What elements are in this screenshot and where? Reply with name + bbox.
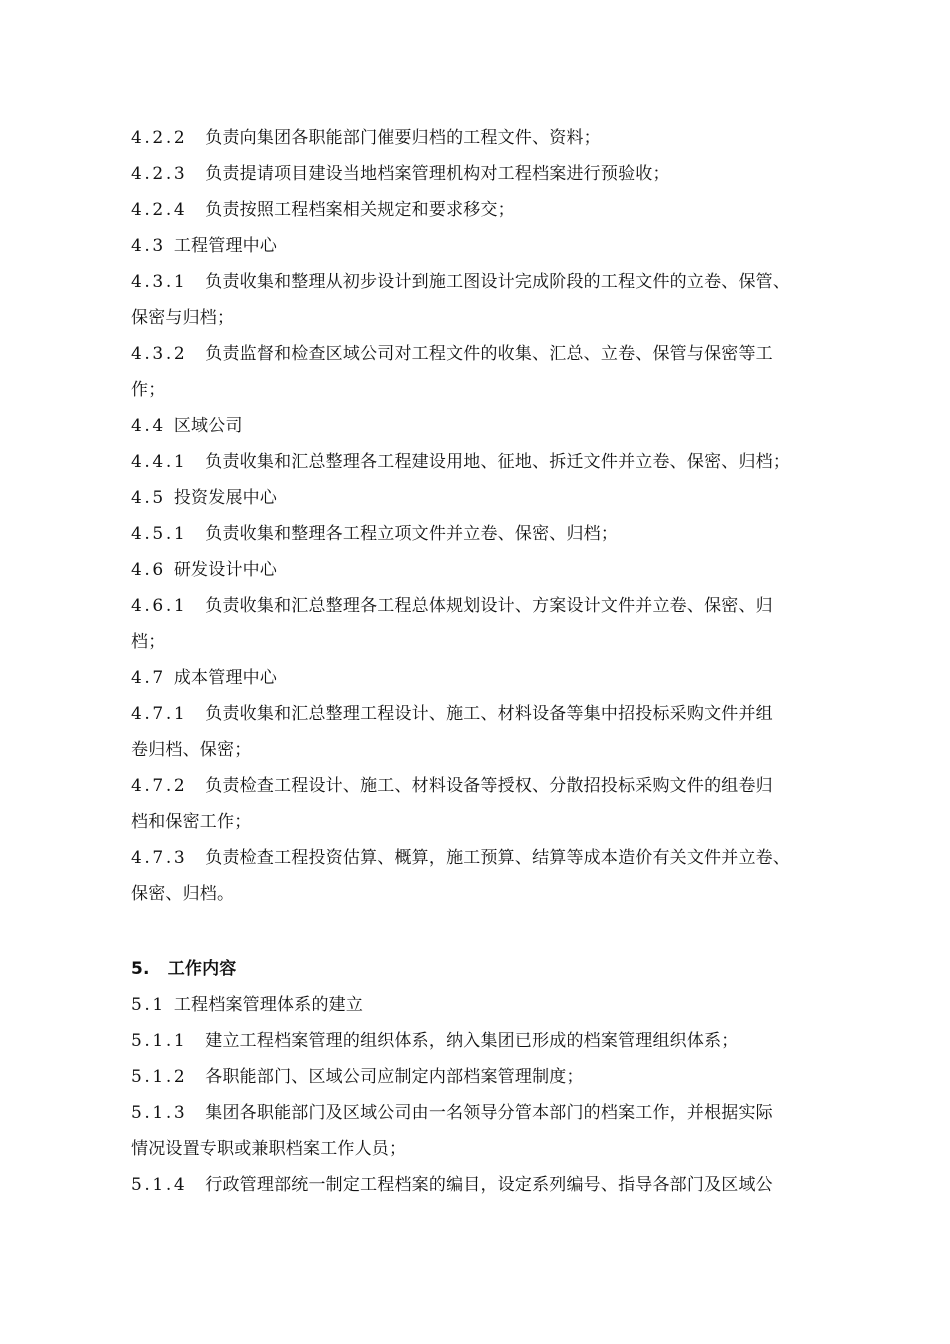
clause-5-1-3	[131, 1102, 871, 1124]
clause-number: 4.6.1	[131, 596, 188, 616]
heading-text: 研发设计中心	[173, 560, 278, 580]
clause-4-3-2	[131, 343, 871, 365]
clause-text: 负责收集和汇总整理各工程总体规划设计、方案设计文件并立卷、保密、归	[205, 596, 773, 616]
clause-number: 5.1.2	[131, 1067, 188, 1087]
clause-text: 作；	[131, 380, 166, 400]
clause-text: 情况设置专职或兼职档案工作人员；	[131, 1139, 407, 1159]
clause-text: 负责按照工程档案相关规定和要求移交；	[205, 200, 515, 220]
heading-text: 区域公司	[173, 416, 243, 436]
clause-text: 各职能部门、区域公司应制定内部档案管理制度；	[205, 1067, 584, 1087]
clause-number: 5.1	[131, 995, 166, 1015]
clause-number: 4.5	[131, 488, 166, 508]
clause-text: 负责向集团各职能部门催要归档的工程文件、资料；	[205, 128, 601, 148]
clause-number: 5.1.1	[131, 1031, 188, 1051]
clause-text: 负责收集和汇总整理工程设计、施工、材料设备等集中招投标采购文件并组	[205, 704, 773, 724]
clause-text: 负责收集和汇总整理各工程建设用地、征地、拆迁文件并立卷、保密、归档；	[205, 452, 791, 472]
heading-5-1	[131, 994, 871, 1016]
section-heading-5	[131, 958, 871, 980]
clause-number: 4.7.1	[131, 704, 188, 724]
clause-number: 4.6	[131, 560, 166, 580]
clause-4-7-1-cont	[131, 739, 871, 761]
clause-4-7-2-cont	[131, 811, 871, 833]
clause-4-3-2-cont	[131, 379, 871, 401]
clause-text: 负责提请项目建设当地档案管理机构对工程档案进行预验收；	[205, 164, 670, 184]
clause-number: 4.7.2	[131, 776, 188, 796]
clause-text: 卷归档、保密；	[131, 740, 252, 760]
clause-4-2-4	[131, 199, 871, 221]
clause-number: 4.4	[131, 416, 166, 436]
clause-text: 集团各职能部门及区域公司由一名领导分管本部门的档案工作，并根据实际	[205, 1103, 773, 1123]
clause-text: 负责检查工程投资估算、概算，施工预算、结算等成本造价有关文件并立卷、	[205, 848, 791, 868]
heading-4-6	[131, 559, 871, 581]
clause-text: 负责检查工程设计、施工、材料设备等授权、分散招投标采购文件的组卷归	[205, 776, 773, 796]
clause-4-7-3-cont	[131, 883, 871, 905]
clause-number: 5.1.4	[131, 1175, 188, 1195]
clause-4-2-2	[131, 127, 871, 149]
clause-number: 4.2.2	[131, 128, 188, 148]
clause-4-5-1	[131, 523, 871, 545]
clause-number: 4.5.1	[131, 524, 188, 544]
clause-text: 档；	[131, 632, 166, 652]
clause-4-3-1	[131, 271, 871, 293]
clause-text: 保密与归档；	[131, 308, 235, 328]
section-title: 工作内容	[167, 959, 237, 979]
clause-4-2-3	[131, 163, 871, 185]
clause-text: 建立工程档案管理的组织体系，纳入集团已形成的档案管理组织体系；	[205, 1031, 739, 1051]
clause-number: 4.4.1	[131, 452, 188, 472]
clause-number: 4.2.3	[131, 164, 188, 184]
heading-4-4	[131, 415, 871, 437]
clause-5-1-1	[131, 1030, 871, 1052]
clause-number: 5.1.3	[131, 1103, 188, 1123]
clause-4-7-3	[131, 847, 871, 869]
clause-number: 4.3.1	[131, 272, 188, 292]
clause-4-7-2	[131, 775, 871, 797]
clause-5-1-2	[131, 1066, 871, 1088]
clause-5-1-4	[131, 1174, 871, 1196]
heading-4-3	[131, 235, 871, 257]
heading-4-5	[131, 487, 871, 509]
clause-number: 4.2.4	[131, 200, 188, 220]
clause-4-7-1	[131, 703, 871, 725]
clause-text: 行政管理部统一制定工程档案的编目，设定系列编号、指导各部门及区域公	[205, 1175, 773, 1195]
clause-text: 负责监督和检查区域公司对工程文件的收集、汇总、立卷、保管与保密等工	[205, 344, 773, 364]
section-number: 5.	[131, 959, 150, 979]
heading-text: 工程管理中心	[173, 236, 278, 256]
clause-number: 4.3	[131, 236, 166, 256]
clause-number: 4.7	[131, 668, 166, 688]
clause-text: 保密、归档。	[131, 884, 235, 904]
clause-4-6-1	[131, 595, 871, 617]
clause-4-6-1-cont	[131, 631, 871, 653]
clause-text: 负责收集和整理各工程立项文件并立卷、保密、归档；	[205, 524, 619, 544]
clause-4-4-1	[131, 451, 871, 473]
heading-text: 投资发展中心	[173, 488, 278, 508]
heading-4-7	[131, 667, 871, 689]
clause-text: 负责收集和整理从初步设计到施工图设计完成阶段的工程文件的立卷、保管、	[205, 272, 791, 292]
clause-number: 4.7.3	[131, 848, 188, 868]
clause-number: 4.3.2	[131, 344, 188, 364]
clause-4-3-1-cont	[131, 307, 871, 329]
clause-5-1-3-cont	[131, 1138, 871, 1160]
clause-text: 档和保密工作；	[131, 812, 252, 832]
heading-text: 成本管理中心	[173, 668, 278, 688]
heading-text: 工程档案管理体系的建立	[173, 995, 364, 1015]
